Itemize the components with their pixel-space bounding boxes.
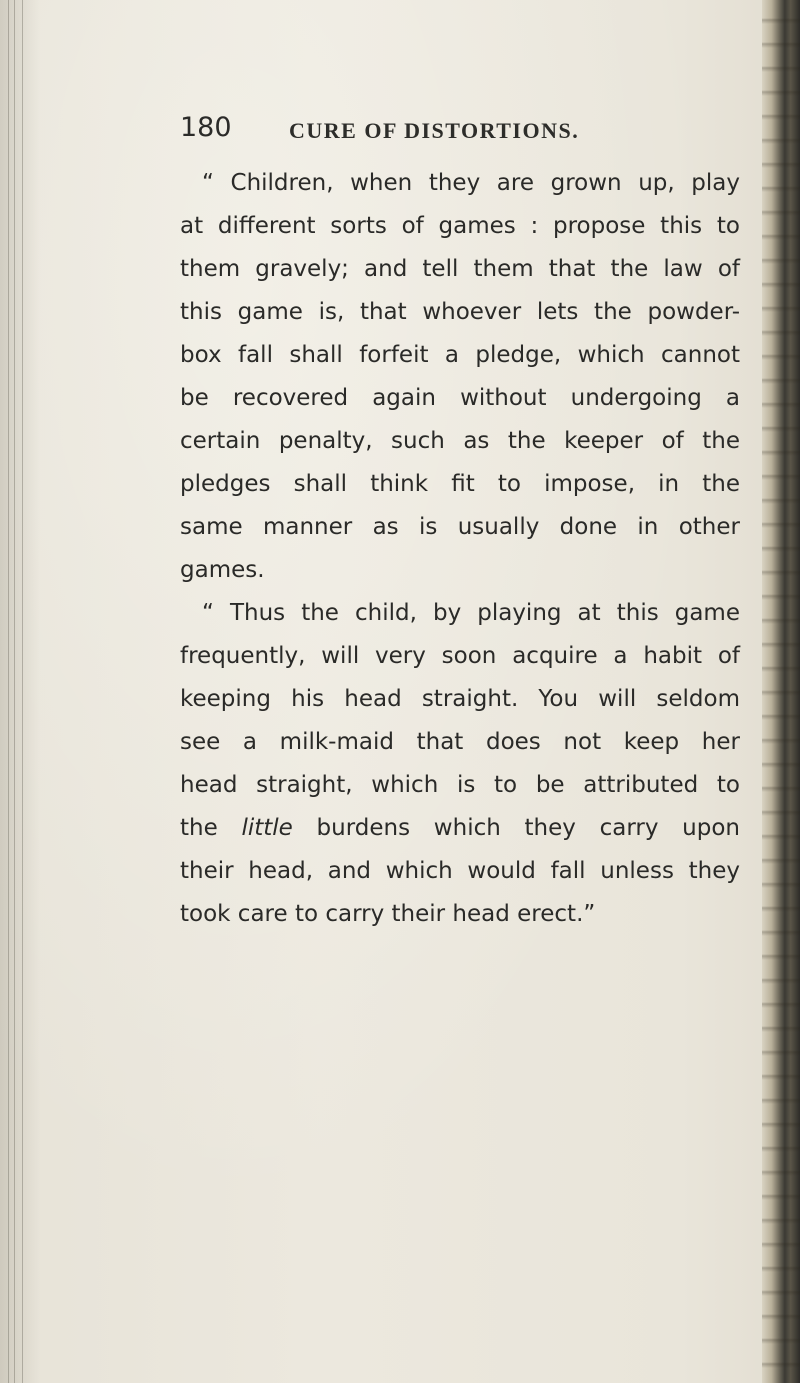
text-line	[180, 807, 740, 850]
text-fragment: the	[180, 815, 242, 841]
text-line: keeping his head straight. You will seldom	[180, 686, 740, 712]
chapter-title: CURE OF DISTORTIONS.	[289, 118, 580, 143]
text-line: head straight, which is to be attributed to	[180, 772, 740, 798]
text-line: certain penalty, such as the keeper of the	[180, 428, 740, 454]
text-line: them gravely; and tell them that the law of	[180, 256, 740, 282]
left-gutter-shadow	[0, 0, 40, 1383]
text-line: this game is, that whoever lets the powder-	[180, 299, 740, 325]
book-spine-edge	[762, 0, 800, 1383]
running-head	[180, 112, 700, 152]
text-line: frequently, will very soon acquire a habit of	[180, 643, 740, 669]
text-line: their head, and which would fall unless they	[180, 858, 740, 884]
gutter-line	[22, 0, 23, 1383]
text-line: pledges shall think fit to impose, in the	[180, 471, 740, 497]
body-text	[180, 162, 740, 936]
italic-word: little	[241, 815, 293, 841]
text-fragment: burdens which they carry upon	[292, 815, 740, 841]
text-line: games.	[180, 557, 265, 583]
gutter-line	[8, 0, 9, 1383]
text-line: “ Thus the child, by playing at this game	[202, 600, 740, 626]
text-line: be recovered again without undergoing a	[180, 385, 740, 411]
text-line: at different sorts of games : propose this to	[180, 213, 740, 239]
text-line: box fall shall forfeit a pledge, which cannot	[180, 342, 740, 368]
text-line: “ Children, when they are grown up, play	[202, 170, 740, 196]
page-number: 180	[180, 112, 232, 143]
gutter-line	[14, 0, 15, 1383]
text-line: see a milk-maid that does not keep her	[180, 729, 740, 755]
text-line: took care to carry their head erect.”	[180, 901, 596, 927]
text-line: same manner as is usually done in other	[180, 514, 740, 540]
